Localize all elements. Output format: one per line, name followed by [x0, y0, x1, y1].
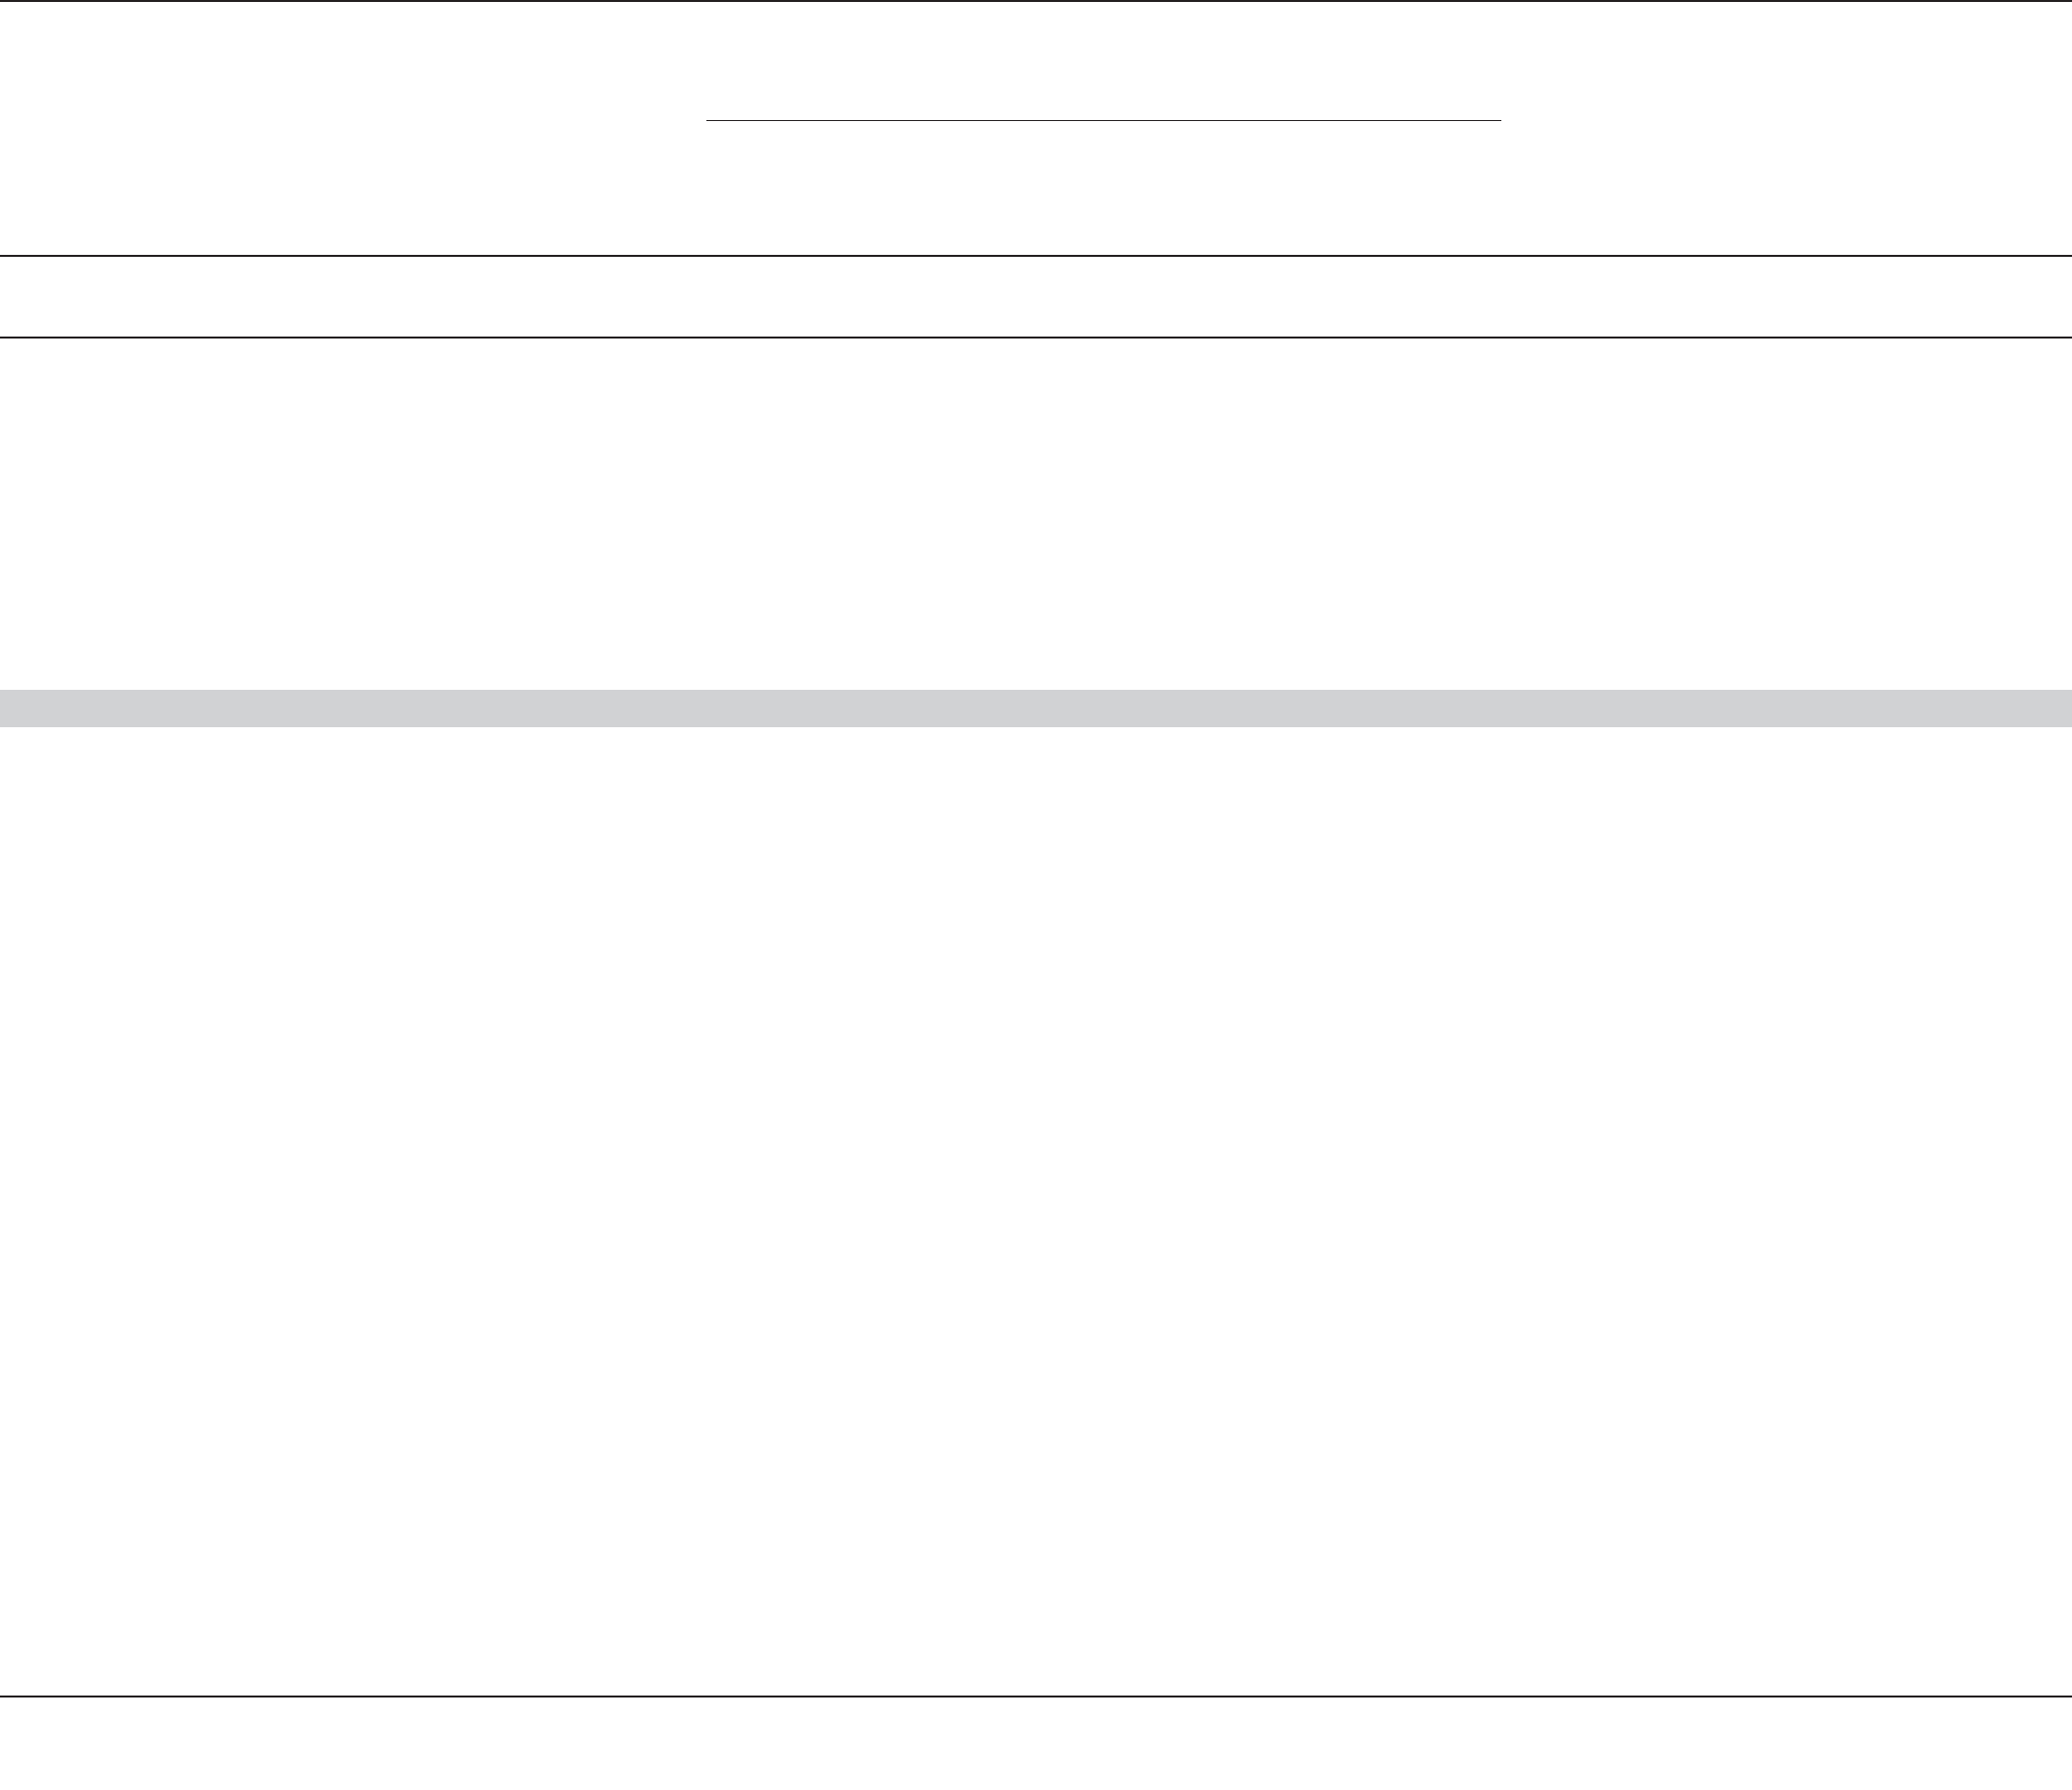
patients-span-rule [706, 120, 1501, 121]
table-bottom-rule [0, 1696, 2072, 1697]
subheader-rule [0, 337, 2072, 339]
header-rule [0, 255, 2072, 257]
task-performance-band [0, 690, 2072, 727]
table-top-rule [0, 0, 2072, 2]
